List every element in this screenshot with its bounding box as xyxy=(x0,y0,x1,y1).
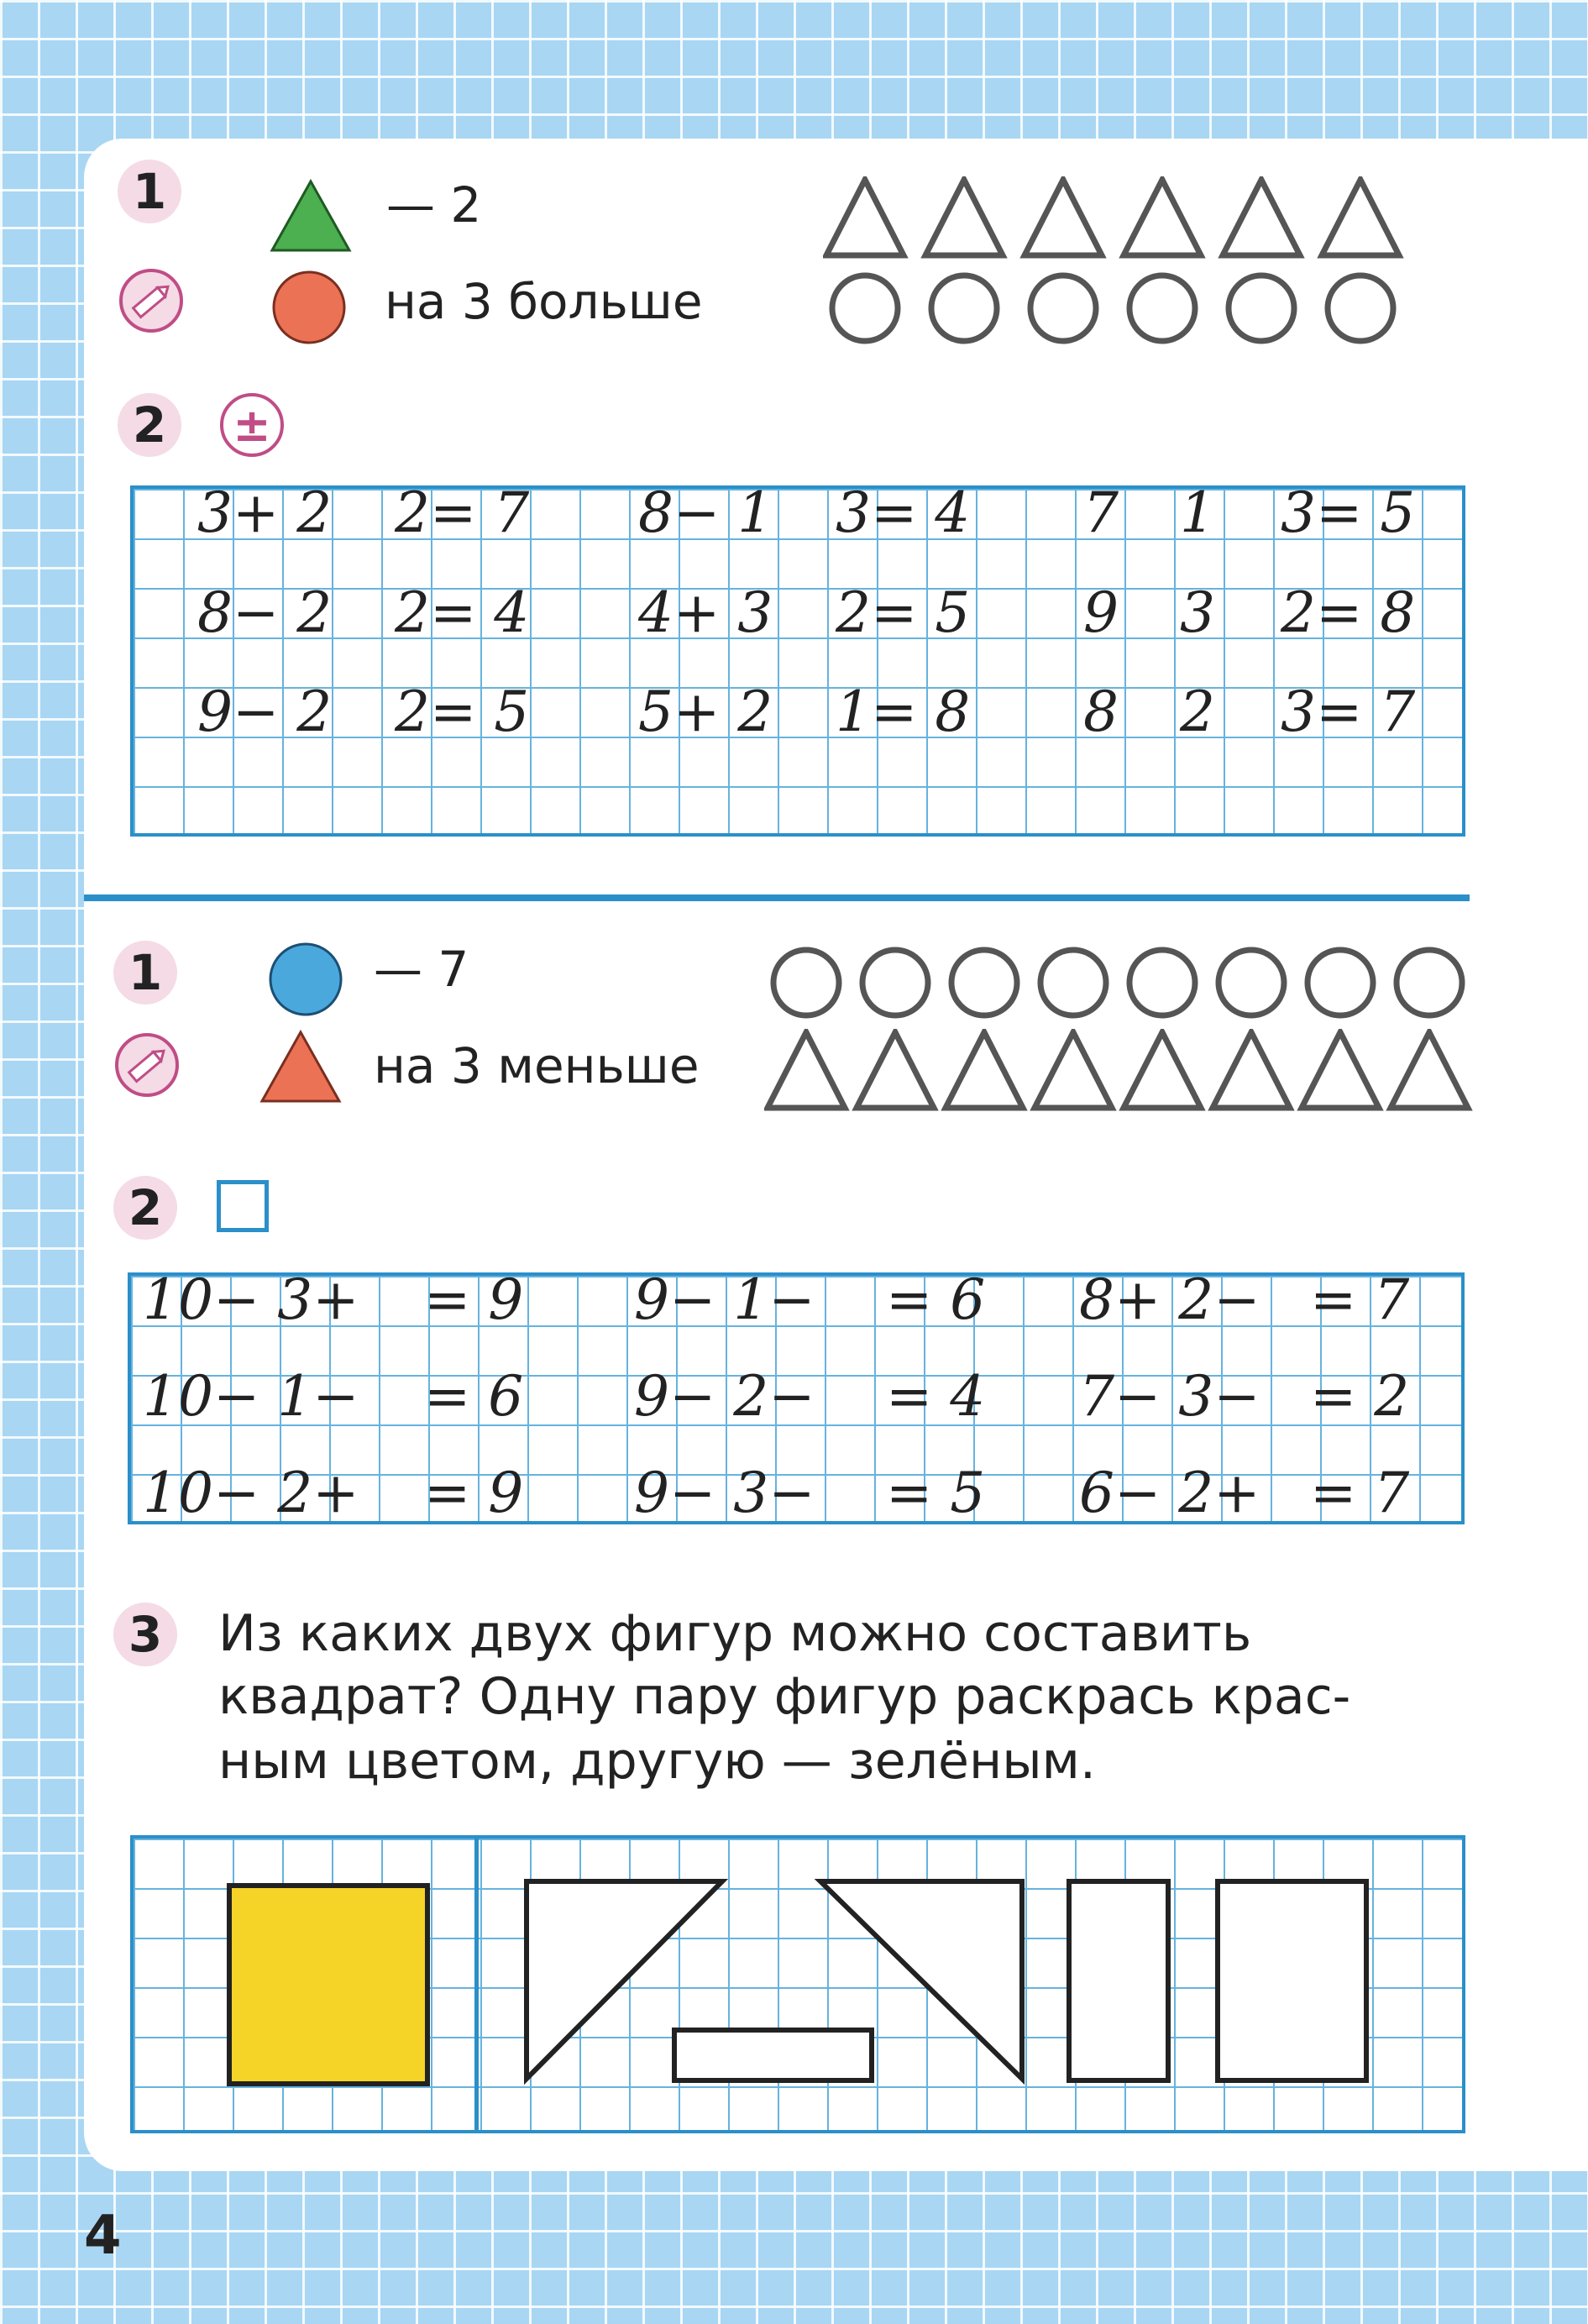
outline-triangle xyxy=(1035,1032,1112,1108)
equation-part: 2= 4 xyxy=(395,580,530,645)
equation-part: 3+ 2 xyxy=(197,480,333,545)
task3-text-line-3: ным цветом, другую — зелёным. xyxy=(218,1732,1096,1791)
equation-part: 5+ 2 xyxy=(638,679,773,744)
equation-part: 2= 7 xyxy=(395,480,530,545)
page-number: 4 xyxy=(84,2205,122,2267)
outline-triangle xyxy=(768,1032,845,1108)
outline-circle xyxy=(1030,275,1096,341)
equation-part: = 9 xyxy=(424,1461,524,1525)
outline-triangle xyxy=(826,180,904,255)
equation-part: 9− 2 xyxy=(197,679,333,744)
equation-part: 1= 8 xyxy=(836,679,971,744)
equation-part: 3= 7 xyxy=(1281,679,1416,744)
task-number: 1 xyxy=(128,944,163,1001)
equation-part: 8− 1 xyxy=(638,480,773,545)
outline-circle xyxy=(773,950,839,1015)
section-divider xyxy=(84,894,1470,901)
triangle-outline-row xyxy=(823,176,1426,262)
task-number: 3 xyxy=(128,1606,163,1663)
equation-part: 6− 2+ xyxy=(1079,1461,1260,1525)
equation-part: 2= 8 xyxy=(1281,580,1416,645)
equation-part: 10− 2+ xyxy=(143,1461,359,1525)
box-icon xyxy=(217,1180,269,1232)
outline-triangle xyxy=(857,1032,934,1108)
green-triangle-icon xyxy=(269,178,353,254)
outline-circle xyxy=(931,275,997,341)
equation-part: 10− 3+ xyxy=(143,1267,359,1332)
equation-part: 1 xyxy=(1180,480,1215,545)
equation-part: 2= 5 xyxy=(836,580,971,645)
wide-rectangle[interactable] xyxy=(1218,1881,1366,2080)
equation-part: 8 xyxy=(1083,679,1119,744)
outline-triangle xyxy=(925,180,1003,255)
orange-circle-icon xyxy=(270,269,348,346)
blue-circle-icon xyxy=(267,941,344,1018)
task-number-badge xyxy=(113,1176,177,1240)
equation-part: 3 xyxy=(1180,580,1215,645)
circle-outline-row xyxy=(827,270,1430,348)
outline-triangle xyxy=(1025,180,1102,255)
equation-part: = 2 xyxy=(1310,1364,1410,1429)
outline-triangle xyxy=(1391,1032,1468,1108)
task1-comparison-label: на 3 больше xyxy=(385,273,703,330)
outline-triangle xyxy=(1322,180,1399,255)
task-number-badge xyxy=(118,160,181,223)
equation-part: 9− 1− xyxy=(634,1267,815,1332)
task-number: 2 xyxy=(128,1179,163,1236)
equation-part: 9− 3− xyxy=(634,1461,815,1525)
circle-outline-row xyxy=(768,945,1489,1022)
orange-triangle-icon xyxy=(259,1029,343,1104)
outline-circle xyxy=(951,950,1017,1015)
task-number-badge xyxy=(118,393,181,457)
equation-part: = 7 xyxy=(1310,1267,1410,1332)
equation-part: 8− 2 xyxy=(197,580,333,645)
outline-circles-row xyxy=(827,270,1415,346)
equation-part: = 6 xyxy=(424,1364,524,1429)
outline-circle xyxy=(832,275,898,341)
pencil-icon xyxy=(113,1031,181,1099)
yellow-square[interactable] xyxy=(229,1886,427,2084)
outline-circle xyxy=(1397,950,1462,1015)
outline-circle xyxy=(1219,950,1284,1015)
task3-text-line-1: Из каких двух фигур можно составить xyxy=(218,1604,1252,1663)
outline-circle xyxy=(862,950,928,1015)
tall-rectangle[interactable] xyxy=(1069,1881,1168,2080)
outline-triangle xyxy=(1213,1032,1290,1108)
outline-circle xyxy=(1328,275,1393,341)
outline-triangles-row xyxy=(823,176,1411,260)
task1-count-label: — 7 xyxy=(374,941,469,998)
equation-part: 2= 5 xyxy=(395,679,530,744)
task-number: 2 xyxy=(132,396,167,454)
task-number: 1 xyxy=(132,163,167,220)
outline-circle xyxy=(1040,950,1106,1015)
outline-triangle xyxy=(1124,180,1201,255)
outline-triangle xyxy=(1302,1032,1379,1108)
task1-count-label: — 2 xyxy=(386,176,482,233)
equation-part: = 6 xyxy=(886,1267,986,1332)
equation-part: 3= 4 xyxy=(836,480,971,545)
equation-part: 9− 2− xyxy=(634,1364,815,1429)
outline-circles-row xyxy=(768,945,1474,1020)
outline-triangle xyxy=(946,1032,1023,1108)
equation-part: 2 xyxy=(1180,679,1215,744)
equation-part: 8+ 2− xyxy=(1079,1267,1260,1332)
equation-part: = 4 xyxy=(886,1364,986,1429)
equation-part: 9 xyxy=(1083,580,1119,645)
triangle-outline-row xyxy=(764,1029,1485,1115)
long-rectangle[interactable] xyxy=(674,2030,872,2080)
equation-part: 10− 1− xyxy=(143,1364,359,1429)
plus-minus-symbol: ± xyxy=(233,398,271,452)
task-number-badge xyxy=(113,941,177,1005)
outline-triangles-row xyxy=(764,1029,1478,1113)
equation-part: = 9 xyxy=(424,1267,524,1332)
outline-circle xyxy=(1308,950,1373,1015)
outline-circle xyxy=(1129,950,1195,1015)
task-number-badge xyxy=(113,1603,177,1666)
task3-text-line-2: квадрат? Одну пару фигур раскрась крас- xyxy=(218,1667,1351,1726)
plus-minus-icon xyxy=(220,393,284,457)
shapes-drawing xyxy=(130,1835,1465,2133)
equation-part: = 5 xyxy=(886,1461,986,1525)
task1-comparison-label: на 3 меньше xyxy=(374,1037,700,1094)
equation-part: 7− 3− xyxy=(1079,1364,1260,1429)
equation-part: 4+ 3 xyxy=(638,580,773,645)
equation-part: 3= 5 xyxy=(1281,480,1416,545)
pencil-icon xyxy=(118,267,185,334)
equation-part: 7 xyxy=(1083,480,1119,545)
outline-triangle xyxy=(1124,1032,1201,1108)
outline-circle xyxy=(1129,275,1195,341)
outline-triangle xyxy=(1223,180,1300,255)
equation-part: = 7 xyxy=(1310,1461,1410,1525)
outline-circle xyxy=(1229,275,1294,341)
